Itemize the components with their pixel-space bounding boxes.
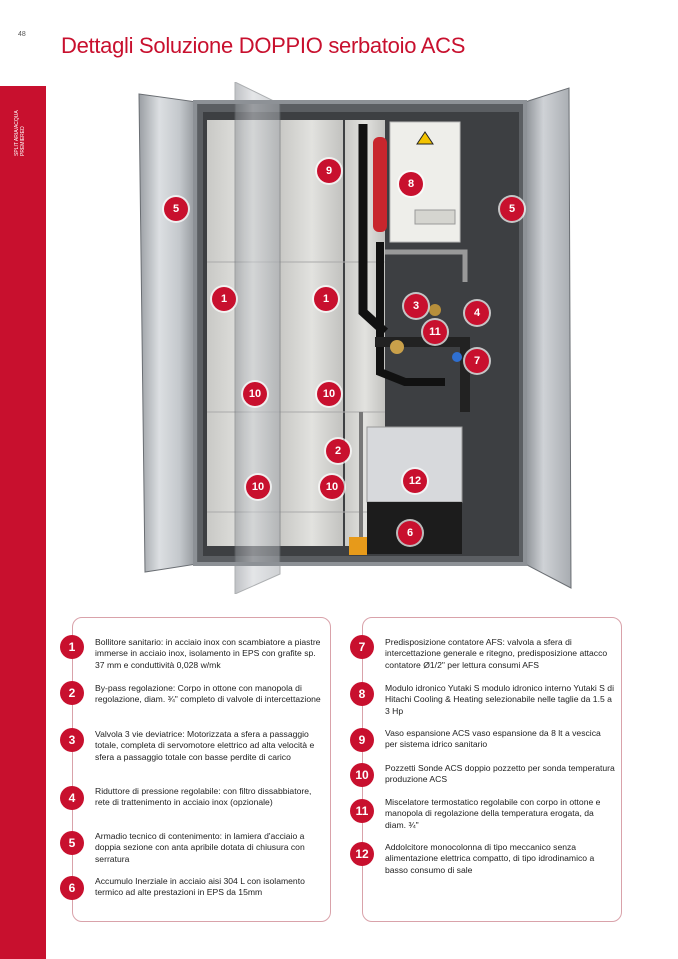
marker: 1	[212, 287, 236, 311]
legend-text: Armadio tecnico di contenimento: in lamiera d'acciaio a doppia sezione con anta apribile dotata di chiusura con serratura	[95, 831, 305, 864]
marker: 10	[320, 475, 344, 499]
legend-number: 8	[350, 682, 374, 706]
right-door	[525, 88, 571, 588]
legend-number: 7	[350, 635, 374, 659]
marker: 10	[243, 382, 267, 406]
legend-number: 10	[350, 763, 374, 787]
legend-number: 5	[60, 831, 84, 855]
legend-text: Bollitore sanitario: in acciaio inox con scambiatore a piastre immerse in acciaio inox, isolamento in EPS con grafite sp. 37 mm e conduttività 0,028 w/mk	[95, 637, 321, 670]
legend-panel-right	[355, 617, 622, 922]
legend-text: Accumulo Inerziale in acciaio aisi 304 L con isolamento termico ad alte prestazioni in EPS da 15mm	[95, 876, 305, 898]
marker: 2	[326, 439, 350, 463]
marker: 10	[246, 475, 270, 499]
marker: 8	[399, 172, 423, 196]
left-door	[139, 94, 197, 572]
legend-text: Pozzetti Sonde ACS doppio pozzetto per sonda temperatura produzione ACS	[385, 763, 615, 785]
legend-number: 9	[350, 728, 374, 752]
legend-text: By-pass regolazione: Corpo in ottone con manopola di regolazione, diam. ¾" completo di valvole di intercettazione	[95, 683, 321, 705]
sidebar-label: SPLIT ARIA/ACQUA PREMIERED	[14, 110, 26, 156]
marker: 9	[317, 159, 341, 183]
page-title: Dettagli Soluzione DOPPIO serbatoio ACS	[61, 33, 466, 58]
marker: 4	[465, 301, 489, 325]
legend-text: Addolcitore monocolonna di tipo meccanico senza alimentazione elettrica compatto, di tipo idrodinamico a basso consumo di sale	[385, 842, 595, 875]
marker: 3	[404, 294, 428, 318]
marker: 6	[398, 521, 422, 545]
cabinet-illustration	[135, 82, 575, 594]
sidebar-band	[0, 86, 46, 959]
legend-text: Miscelatore termostatico regolabile con corpo in ottone e manopola di regolazione della temperatura erogata, da diam. ¾"	[385, 797, 601, 830]
legend-text: Valvola 3 vie deviatrice: Motorizzata a sfera a passaggio totale, completa di servomotore elettrico ad alta velocità e sfera a passaggio totale con basse perdite di carico	[95, 729, 315, 762]
cabinet-figure	[135, 82, 575, 594]
marker: 12	[403, 469, 427, 493]
legend-panel-left	[68, 617, 331, 922]
marker: 5	[500, 197, 524, 221]
legend-text: Riduttore di pressione regolabile: con filtro dissabbiatore, rete di trattenimento in acciaio inox (opzionale)	[95, 786, 312, 808]
marker: 10	[317, 382, 341, 406]
left-inner-door	[235, 82, 280, 594]
marker: 7	[465, 349, 489, 373]
page-number: 48	[18, 31, 26, 38]
legend-text: Predisposizione contatore AFS: valvola a sfera di intercettazione generale e ritegno, predisposizione attacco contatore Ø1/2" per lettura consumi AFS	[385, 637, 608, 670]
legend-number: 1	[60, 635, 84, 659]
legend-number: 12	[350, 842, 374, 866]
legend-number: 4	[60, 786, 84, 810]
legend-number: 2	[60, 681, 84, 705]
legend-number: 6	[60, 876, 84, 900]
legend-number: 3	[60, 728, 84, 752]
legend-text: Modulo idronico Yutaki S modulo idronico interno Yutaki S di Hitachi Cooling & Heating selezionabile nelle taglie da 1.5 a 3 Hp	[385, 683, 614, 716]
legend-number: 11	[350, 799, 374, 823]
expansion-vessel	[373, 137, 387, 232]
legend-text: Vaso espansione ACS vaso espansione da 8 lt a vescica per sistema idrico sanitario	[385, 728, 601, 750]
marker: 1	[314, 287, 338, 311]
marker: 11	[423, 320, 447, 344]
marker: 5	[164, 197, 188, 221]
